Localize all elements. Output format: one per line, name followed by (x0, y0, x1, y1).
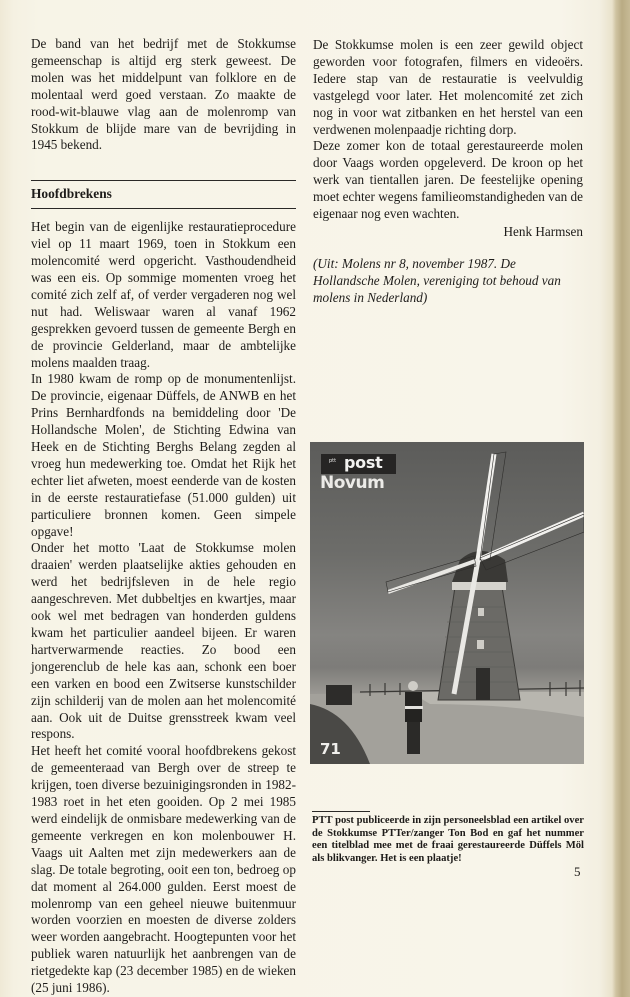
right-column (313, 37, 583, 306)
heading-rule-bottom (31, 208, 296, 209)
cover-title: Novum (320, 473, 385, 493)
cover-logo-post: post (344, 453, 383, 472)
body-paragraph: In 1980 kwam de romp op de monumentenlijst. De provincie, eigenaar Düffels, de ANWB en het Prins Bernhardfonds na bemiddeling door 'De Hollandsche Molen', de Stichting Edwina van Heek en de Stichting Berghs Belang zegden al vroeg hun medewerking toe. Omdat het Rijk het echter liet afweten, moest eenderde van de kosten in de eerste restauratiefase (51.000 gulden) uit particuliere bronnen komen. Geen simpele opgave! (31, 371, 296, 539)
page-number: 5 (574, 864, 581, 879)
body-paragraph: Het begin van de eigenlijke restauratieprocedure viel op 11 maart 1969, toen in Stokkum een molencomité werd opgericht. Vasthoudendheid was een eis. Op sommige momenten vroeg het comité zich zelf af, of verder vergaderen nog wel nut had. Weliswaar waren al vanaf 1962 gesprekken gevoerd tussen de gemeente Bergh en de provincie Gelderland, maar de ambtelijke molens maalden traag. (31, 219, 296, 370)
mill-window (477, 640, 484, 649)
source-note: (Uit: Molens nr 8, november 1987. De Hollandsche Molen, vereniging tot behoud van molens in Nederland) (313, 255, 561, 305)
body-paragraph: Onder het motto 'Laat de Stokkumse molen draaien' werden plaatselijke akties gehouden en werd het bedrijfsleven in de hele regio aangeschreven. Met dubbeltjes en kwartjes, maar ook wel met bedragen van honderden guldens kwam het particulier aandeel bijeen. Er waren hartverwarmende reacties. Zo bood een jongerenclub de hele kas aan, schonk een boer een varken en bood een Zwitserse kunstschilder zijn schilderij van de molen aan het molencomité aan. Ook uit de Duitse grensstreek kwam veel respons. (31, 540, 296, 742)
body-paragraph: Het heeft het comité vooral hoofdbrekens gekost de gemeenteraad van Bergh over de streep te krijgen, toen diverse bezuinigingsronden in 1982-1983 roet in het eten gooiden. Op 2 mei 1985 werd eindelijk de onmisbare medewerking van de gemeente verkregen en kon molenbouwer H. Vaags uit Aalten met zijn medewerkers aan de slag. De totale begroting, ooit een ton, bedroeg op dat moment al 264.000 gulden. Eerst moest de molenromp van een geheel nieuwe buitenmuur worden voorzien en moesten de diverse zolders weer worden aangebracht. Hoogtepunten voor het publiek waren natuurlijk het aanbrengen van de rietgedekte kap (23 december 1985) en de wieken (25 juni 1986). (31, 743, 296, 996)
mill-window (478, 608, 484, 616)
van (326, 685, 352, 705)
left-column (31, 36, 296, 997)
cover-logo-ptt: ptt (329, 458, 337, 464)
section-heading-block (31, 180, 296, 209)
body-paragraph: Deze zomer kon de totaal gerestaureerde molen door Vaags worden opgeleverd. De kroon op het werk van tientallen jaren. De feestelijke opening moet echter wegens familieomstandigheden van de eigenaar nog even wachten. (313, 138, 583, 222)
mill-door (476, 668, 490, 700)
article-body (31, 219, 296, 997)
intro-paragraph: De band van het bedrijf met de Stokkumse gemeenschap is altijd erg sterk geweest. De molen was het middelpunt van folklore en de molentaal werd goed verstaan. Zo maakte de rood-wit-blauwe vlag aan de molenromp van Stokkum de blijde mare van de bevrijding in 1945 bekend. (31, 36, 296, 153)
cover-issue-number: 71 (320, 740, 341, 758)
cover-logo (321, 454, 396, 474)
caption-rule (312, 811, 370, 812)
magazine-cover-photo (310, 442, 584, 764)
author-signature: Henk Harmsen (503, 223, 583, 239)
photo-caption: PTT post publiceerde in zijn personeelsblad een artikel over de Stokkumse PTTer/zanger Ton Bod en gaf het nummer een titelblad mee met de fraai gerestaureerde Düffels Möl als blikvanger. Het is een plaatje! (312, 815, 584, 864)
stage-ring (452, 582, 506, 590)
body-paragraph: De Stokkumse molen is een zeer gewild object geworden voor fotografen, filmers en videoërs. Iedere stap van de restauratie is veelvuldig vastgelegd voor later. Het molencomité zet zich nog in voor wat zitbanken en het herstel van een verdwenen molenpaadje richting dorp. (313, 37, 583, 137)
section-heading: Hoofdbrekens (31, 186, 112, 202)
